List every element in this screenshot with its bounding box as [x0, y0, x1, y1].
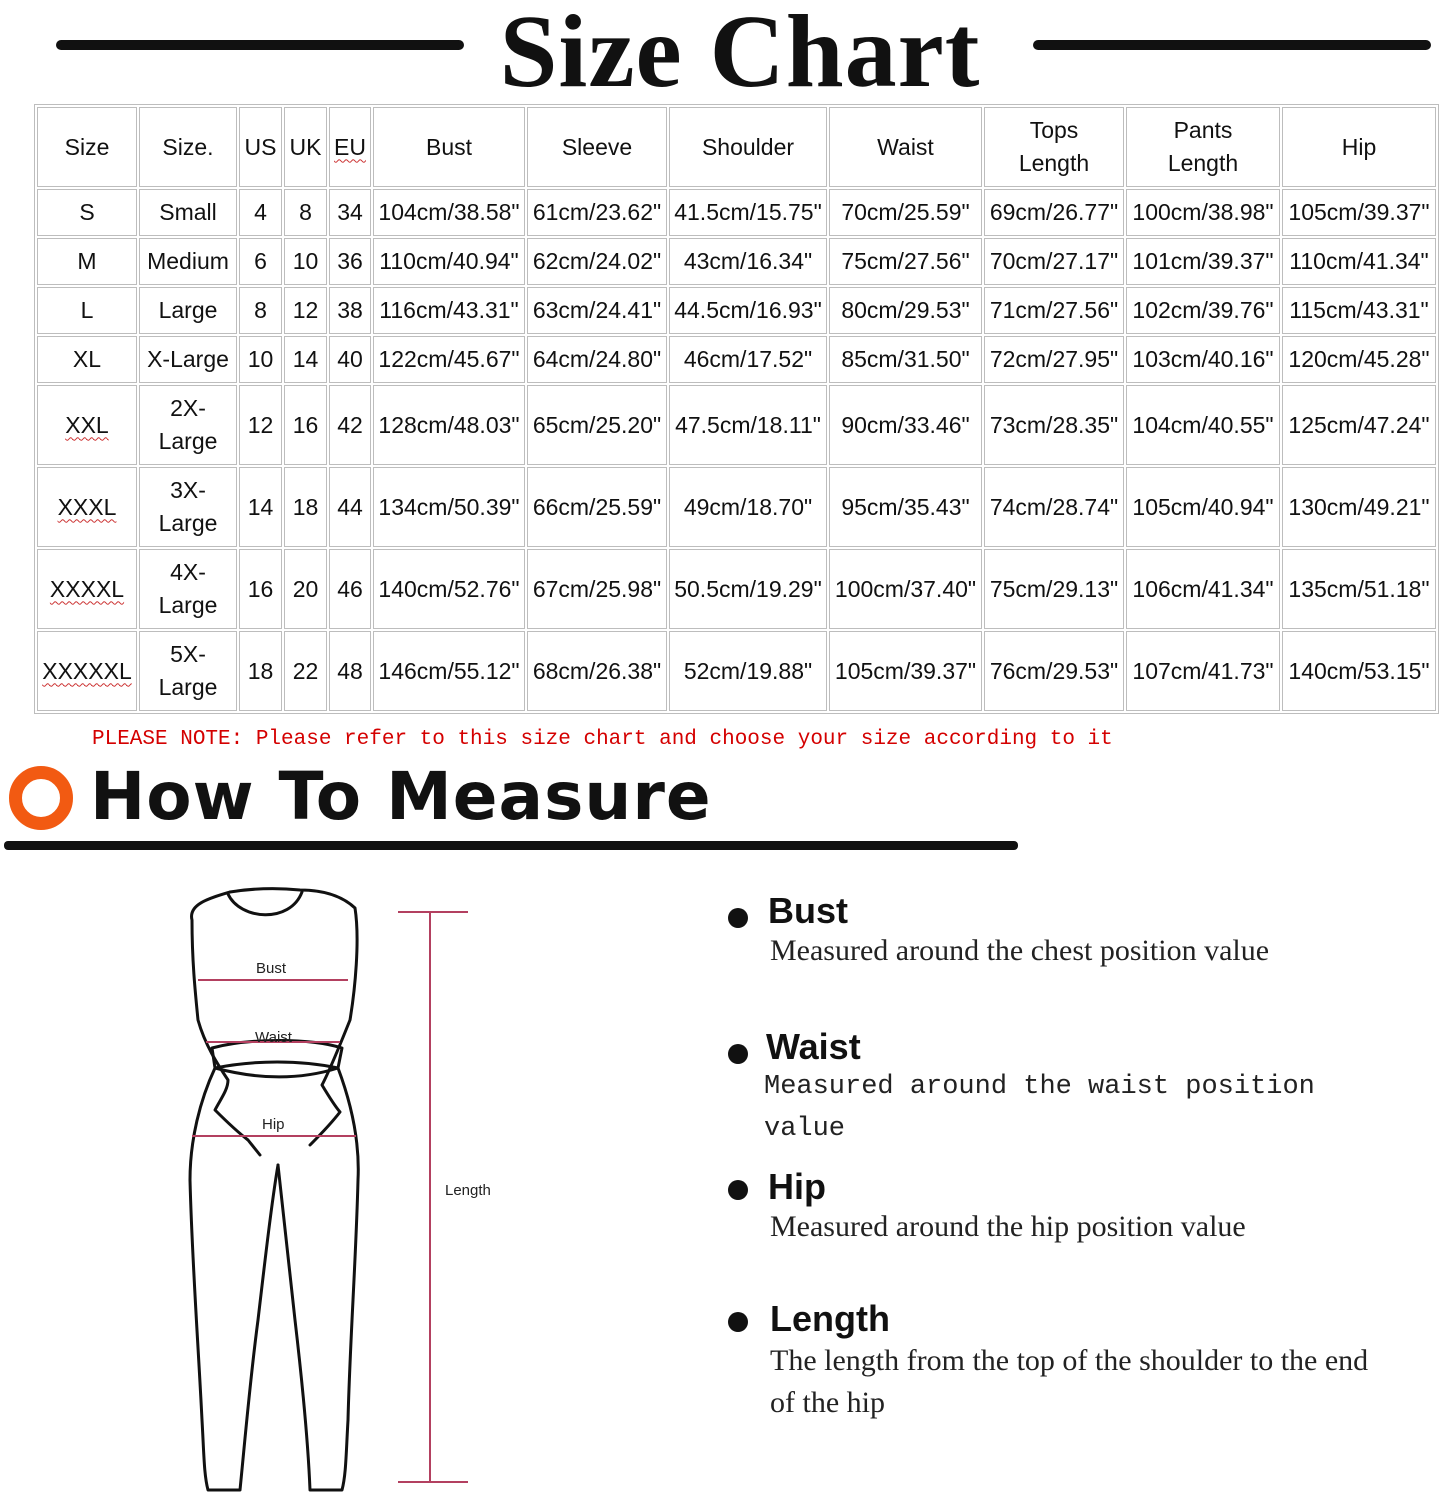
cell-uk: 16 — [284, 385, 327, 465]
cell-hip: 110cm/41.34" — [1282, 238, 1436, 285]
cell-tops-length: 71cm/27.56" — [984, 287, 1124, 334]
jumpsuit-outline-illustration — [170, 880, 520, 1500]
cell-size-name: X-Large — [139, 336, 237, 383]
cell-shoulder: 49cm/18.70" — [669, 467, 827, 547]
how-to-measure-rule — [4, 841, 1018, 850]
cell-size-name: Small — [139, 189, 237, 236]
size-code-label: XXXXL — [49, 575, 125, 602]
cell-us: 18 — [239, 631, 282, 711]
cell-sleeve: 63cm/24.41" — [527, 287, 667, 334]
cell-hip: 120cm/45.28" — [1282, 336, 1436, 383]
cell-bust: 140cm/52.76" — [373, 549, 525, 629]
cell-pants-length: 107cm/41.73" — [1126, 631, 1280, 711]
cell-waist: 100cm/37.40" — [829, 549, 982, 629]
cell-sleeve: 64cm/24.80" — [527, 336, 667, 383]
cell-uk: 12 — [284, 287, 327, 334]
cell-waist: 75cm/27.56" — [829, 238, 982, 285]
header-eu — [329, 107, 371, 187]
cell-size-name: Large — [139, 287, 237, 334]
cell-hip: 105cm/39.37" — [1282, 189, 1436, 236]
table-row — [37, 549, 1436, 629]
table-row — [37, 467, 1436, 547]
header-pants-length: Pants Length — [1126, 107, 1280, 187]
table-row — [37, 631, 1436, 711]
how-to-measure-title: How To Measure — [90, 758, 712, 835]
cell-waist: 90cm/33.46" — [829, 385, 982, 465]
cell-waist: 105cm/39.37" — [829, 631, 982, 711]
cell-eu: 48 — [329, 631, 371, 711]
measure-item-title: Waist — [766, 1026, 861, 1067]
cell-waist: 80cm/29.53" — [829, 287, 982, 334]
cell-size: XL — [37, 336, 137, 383]
cell-size: S — [37, 189, 137, 236]
cell-hip: 135cm/51.18" — [1282, 549, 1436, 629]
header-eu-label: EU — [334, 133, 366, 160]
page-title: Size Chart — [499, 0, 981, 109]
cell-uk: 14 — [284, 336, 327, 383]
cell-sleeve: 66cm/25.59" — [527, 467, 667, 547]
cell-tops-length: 72cm/27.95" — [984, 336, 1124, 383]
cell-tops-length: 73cm/28.35" — [984, 385, 1124, 465]
cell-uk: 20 — [284, 549, 327, 629]
cell-hip: 125cm/47.24" — [1282, 385, 1436, 465]
size-note: PLEASE NOTE: Please refer to this size chart and choose your size according to it — [92, 728, 1113, 751]
header-hip: Hip — [1282, 107, 1436, 187]
header-bust: Bust — [373, 107, 525, 187]
cell-size: M — [37, 238, 137, 285]
cell-size-name: 5X- Large — [139, 631, 237, 711]
cell-hip: 140cm/53.15" — [1282, 631, 1436, 711]
title-rule-right — [1033, 40, 1431, 50]
cell-size — [37, 549, 137, 629]
bullet-icon — [728, 1180, 748, 1200]
measure-item-title: Bust — [768, 890, 848, 931]
measure-item-title: Length — [770, 1298, 890, 1339]
table-row — [37, 385, 1436, 465]
table-row — [37, 238, 1436, 285]
cell-shoulder: 44.5cm/16.93" — [669, 287, 827, 334]
measure-item-title: Hip — [768, 1166, 826, 1207]
header-uk: UK — [284, 107, 327, 187]
cell-uk: 22 — [284, 631, 327, 711]
size-code-label: XXXL — [57, 493, 117, 520]
figure-length-label: Length — [445, 1182, 491, 1199]
bullet-icon — [728, 1044, 748, 1064]
measure-item-desc: Measured around the hip position value — [770, 1210, 1246, 1243]
cell-tops-length: 70cm/27.17" — [984, 238, 1124, 285]
cell-us: 8 — [239, 287, 282, 334]
title-rule-left — [56, 40, 464, 50]
table-row — [37, 189, 1436, 236]
cell-shoulder: 50.5cm/19.29" — [669, 549, 827, 629]
table-header-row — [37, 107, 1436, 187]
figure-waist-label: Waist — [255, 1029, 292, 1046]
cell-sleeve: 61cm/23.62" — [527, 189, 667, 236]
header-shoulder: Shoulder — [669, 107, 827, 187]
cell-size-name: 2X- Large — [139, 385, 237, 465]
measure-item-desc: The length from the top of the shoulder to the end of the hip — [770, 1344, 1369, 1419]
cell-eu: 40 — [329, 336, 371, 383]
cell-shoulder: 46cm/17.52" — [669, 336, 827, 383]
cell-size — [37, 385, 137, 465]
cell-eu: 42 — [329, 385, 371, 465]
cell-bust: 110cm/40.94" — [373, 238, 525, 285]
size-code-label: XXL — [65, 411, 109, 438]
circle-icon — [9, 766, 73, 830]
size-table — [34, 104, 1439, 714]
cell-tops-length: 76cm/29.53" — [984, 631, 1124, 711]
cell-uk: 8 — [284, 189, 327, 236]
table-body — [37, 189, 1436, 711]
cell-bust: 116cm/43.31" — [373, 287, 525, 334]
cell-bust: 122cm/45.67" — [373, 336, 525, 383]
cell-sleeve: 62cm/24.02" — [527, 238, 667, 285]
cell-eu: 34 — [329, 189, 371, 236]
cell-size — [37, 631, 137, 711]
figure-top-outline — [192, 892, 260, 1155]
header-size: Size — [37, 107, 137, 187]
cell-us: 16 — [239, 549, 282, 629]
cell-hip: 130cm/49.21" — [1282, 467, 1436, 547]
cell-waist: 70cm/25.59" — [829, 189, 982, 236]
cell-us: 12 — [239, 385, 282, 465]
bullet-icon — [728, 908, 748, 928]
cell-tops-length: 75cm/29.13" — [984, 549, 1124, 629]
measure-item-desc: Measured around the waist position value — [764, 1072, 1315, 1144]
header-sleeve: Sleeve — [527, 107, 667, 187]
cell-pants-length: 102cm/39.76" — [1126, 287, 1280, 334]
cell-eu: 46 — [329, 549, 371, 629]
cell-shoulder: 43cm/16.34" — [669, 238, 827, 285]
cell-eu: 38 — [329, 287, 371, 334]
cell-tops-length: 74cm/28.74" — [984, 467, 1124, 547]
cell-bust: 146cm/55.12" — [373, 631, 525, 711]
figure-bust-label: Bust — [256, 960, 287, 977]
cell-eu: 44 — [329, 467, 371, 547]
cell-hip: 115cm/43.31" — [1282, 287, 1436, 334]
cell-us: 10 — [239, 336, 282, 383]
body-figure — [170, 880, 520, 1500]
cell-tops-length: 69cm/26.77" — [984, 189, 1124, 236]
cell-bust: 104cm/38.58" — [373, 189, 525, 236]
cell-us: 4 — [239, 189, 282, 236]
cell-size: L — [37, 287, 137, 334]
cell-shoulder: 47.5cm/18.11" — [669, 385, 827, 465]
cell-size-name: 4X- Large — [139, 549, 237, 629]
cell-us: 14 — [239, 467, 282, 547]
size-code-label: XXXXXL — [42, 657, 132, 684]
cell-shoulder: 41.5cm/15.75" — [669, 189, 827, 236]
header-waist: Waist — [829, 107, 982, 187]
cell-shoulder: 52cm/19.88" — [669, 631, 827, 711]
cell-size-name: Medium — [139, 238, 237, 285]
cell-pants-length: 105cm/40.94" — [1126, 467, 1280, 547]
cell-sleeve: 67cm/25.98" — [527, 549, 667, 629]
cell-pants-length: 106cm/41.34" — [1126, 549, 1280, 629]
cell-pants-length: 104cm/40.55" — [1126, 385, 1280, 465]
cell-uk: 18 — [284, 467, 327, 547]
cell-uk: 10 — [284, 238, 327, 285]
cell-eu: 36 — [329, 238, 371, 285]
cell-waist: 95cm/35.43" — [829, 467, 982, 547]
cell-pants-length: 100cm/38.98" — [1126, 189, 1280, 236]
header-size-name: Size. — [139, 107, 237, 187]
cell-bust: 134cm/50.39" — [373, 467, 525, 547]
cell-sleeve: 65cm/25.20" — [527, 385, 667, 465]
figure-right-leg — [278, 1068, 358, 1490]
table-row — [37, 336, 1436, 383]
measure-item-desc: Measured around the chest position value — [770, 934, 1270, 967]
cell-pants-length: 103cm/40.16" — [1126, 336, 1280, 383]
bullet-icon — [728, 1312, 748, 1332]
table-row — [37, 287, 1436, 334]
figure-hip-band — [215, 1068, 338, 1077]
size-chart-header — [0, 0, 1443, 109]
cell-size — [37, 467, 137, 547]
figure-neckline — [228, 892, 302, 915]
header-tops-length: Tops Length — [984, 107, 1124, 187]
header-us: US — [239, 107, 282, 187]
cell-us: 6 — [239, 238, 282, 285]
cell-waist: 85cm/31.50" — [829, 336, 982, 383]
cell-bust: 128cm/48.03" — [373, 385, 525, 465]
cell-size-name: 3X- Large — [139, 467, 237, 547]
cell-pants-length: 101cm/39.37" — [1126, 238, 1280, 285]
cell-sleeve: 68cm/26.38" — [527, 631, 667, 711]
figure-hip-label: Hip — [262, 1116, 285, 1133]
